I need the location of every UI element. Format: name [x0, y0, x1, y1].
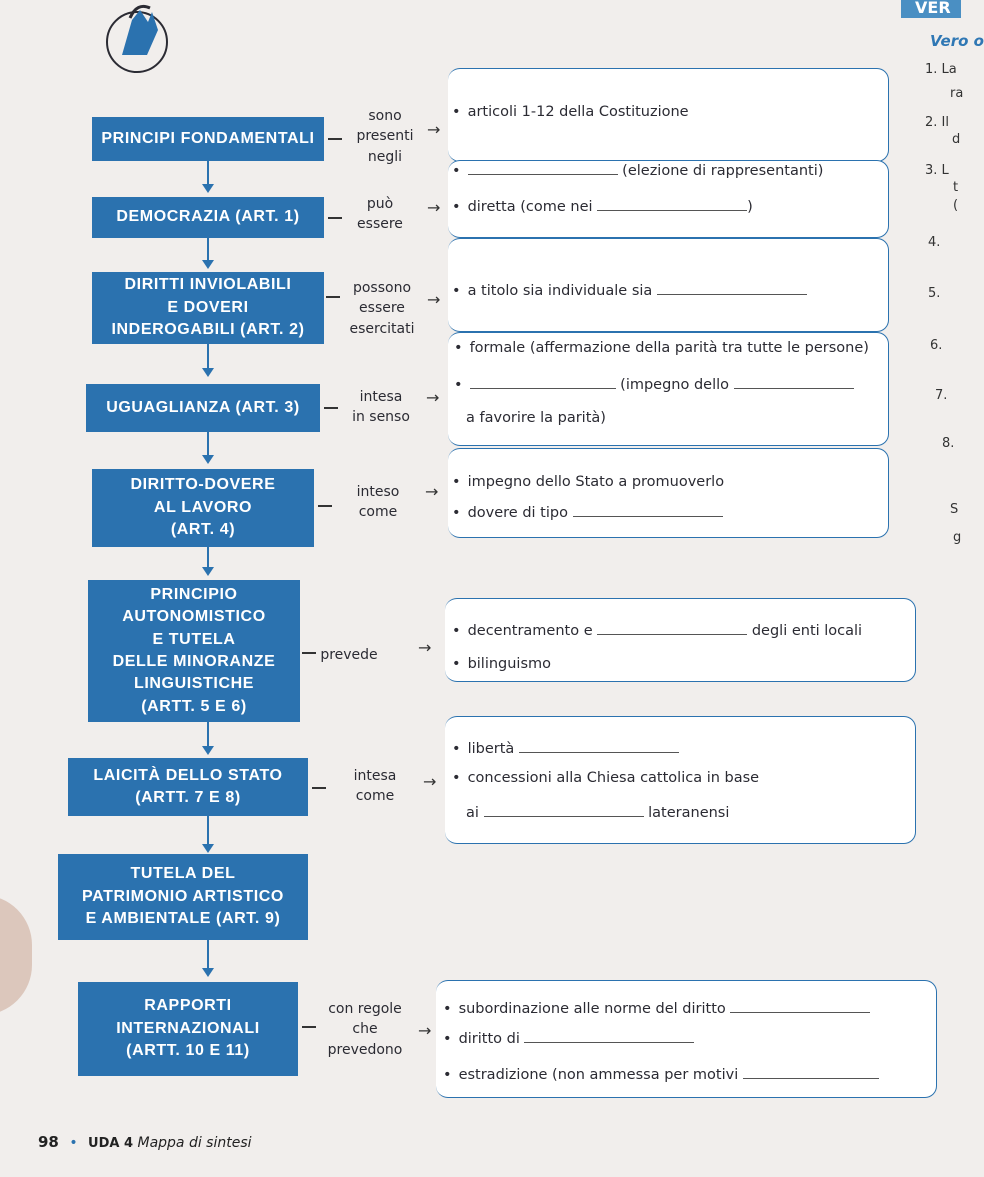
answer-blank[interactable]	[470, 376, 616, 389]
flow-arrowhead	[202, 455, 214, 464]
connector-possono-essere: possono essere esercitati	[349, 280, 415, 337]
flow-arrowhead	[202, 567, 214, 576]
right-arrow-icon: →	[426, 388, 440, 407]
question-4: 4.	[928, 235, 941, 250]
finger-shadow	[0, 895, 32, 1015]
answer-blank[interactable]	[597, 622, 747, 635]
connector-line	[328, 217, 342, 219]
laicita-item-3: ai lateranensi	[466, 805, 730, 821]
lavoro-item-1: • impegno dello Stato a promuoverlo	[452, 474, 724, 490]
connector-intesa-come: intesa come	[353, 768, 397, 805]
right-arrow-icon: →	[427, 198, 441, 217]
democrazia-item-1: • (elezione di rappresentanti)	[452, 162, 823, 179]
right-arrow-icon: →	[425, 482, 439, 501]
question-5: 5.	[928, 286, 941, 301]
section-tab-label: VER	[915, 0, 951, 17]
answer-blank[interactable]	[468, 162, 618, 175]
flow-line	[207, 236, 209, 262]
lavoro-item-2: • dovere di tipo	[452, 504, 723, 521]
question-2-cont: d	[952, 132, 961, 147]
answer-blank[interactable]	[597, 198, 747, 211]
card-lavoro	[448, 448, 889, 538]
connector-line	[324, 407, 338, 409]
flow-line	[207, 720, 209, 748]
principi-item: • articoli 1-12 della Costituzione	[452, 104, 689, 120]
answer-blank[interactable]	[734, 376, 854, 389]
flow-arrowhead	[202, 746, 214, 755]
uguaglianza-item-1: • formale (affermazione della parità tra tutte le persone)	[454, 340, 869, 356]
footer-title: Mappa di sintesi	[137, 1135, 252, 1151]
box-principi-fondamentali: PRINCIPI FONDAMENTALI	[92, 117, 324, 161]
connector-sono-presenti-negli: sono presenti negli	[356, 108, 414, 165]
page-number: 98	[38, 1133, 59, 1151]
flow-arrowhead	[202, 260, 214, 269]
laicita-item-1: • libertà	[452, 740, 679, 757]
answer-blank[interactable]	[730, 1000, 870, 1013]
box-diritti-inviolabili: DIRITTI INVIOLABILI E DOVERI INDEROGABILI (ART. 2)	[92, 272, 324, 344]
question-3: 3. L	[925, 163, 949, 178]
flow-arrowhead	[202, 968, 214, 977]
box-tutela-patrimonio: TUTELA DEL PATRIMONIO ARTISTICO E AMBIENTALE (ART. 9)	[58, 854, 308, 940]
question-3-cont: t	[953, 180, 959, 195]
connector-con-regole-che-prevedono: con regole che prevedono	[327, 1001, 403, 1058]
didattica-inclusiva-logo	[92, 0, 182, 80]
answer-blank[interactable]	[524, 1030, 694, 1043]
diritti-item: • a titolo sia individuale sia	[452, 282, 807, 299]
connector-line	[302, 1026, 316, 1028]
question-1-cont: ra	[950, 86, 964, 101]
uguaglianza-item-2: • (impegno dello	[454, 376, 854, 393]
unit-label: UDA 4	[88, 1136, 134, 1151]
flow-arrowhead	[202, 184, 214, 193]
flow-line	[207, 545, 209, 569]
right-arrow-icon: →	[418, 638, 432, 657]
right-arrow-icon: →	[423, 772, 437, 791]
question-1: 1. La	[925, 62, 957, 77]
connector-inteso-come: inteso come	[356, 484, 400, 521]
connector-line	[328, 138, 342, 140]
flow-line	[207, 816, 209, 845]
connector-line	[312, 787, 326, 789]
question-6: 6.	[930, 338, 943, 353]
section-tab	[901, 0, 961, 18]
rapporti-item-1: • subordinazione alle norme del diritto	[443, 1000, 870, 1017]
connector-intesa-in-senso: intesa in senso	[352, 389, 410, 426]
autonomia-item-1: • decentramento e degli enti locali	[452, 622, 862, 639]
answer-blank[interactable]	[573, 504, 723, 517]
flow-line	[207, 940, 209, 970]
right-arrow-icon: →	[418, 1021, 432, 1040]
question-8-cont: S	[950, 502, 959, 517]
question-7: 7.	[935, 388, 948, 403]
connector-prevede: prevede	[320, 647, 378, 663]
right-arrow-icon: →	[427, 290, 441, 309]
box-principio-autonomistico: PRINCIPIO AUTONOMISTICO E TUTELA DELLE MINORANZE LINGUISTICHE (ARTT. 5 E 6)	[88, 580, 300, 722]
box-democrazia: DEMOCRAZIA (ART. 1)	[92, 197, 324, 238]
answer-blank[interactable]	[743, 1066, 879, 1079]
question-8-cont2: g	[953, 530, 962, 545]
connector-line	[326, 296, 340, 298]
page-footer: 98 • UDA 4 Mappa di sintesi	[38, 1133, 252, 1151]
question-2: 2. Il	[925, 115, 949, 130]
connector-line	[318, 505, 332, 507]
rapporti-item-2: • diritto di	[443, 1030, 694, 1047]
flow-line	[207, 160, 209, 186]
box-rapporti-internazionali: RAPPORTI INTERNAZIONALI (ARTT. 10 E 11)	[78, 982, 298, 1076]
connector-puo-essere: può essere	[357, 196, 403, 233]
answer-blank[interactable]	[657, 282, 807, 295]
exercise-title: Vero o	[930, 32, 984, 50]
answer-blank[interactable]	[519, 740, 679, 753]
flow-line	[207, 343, 209, 370]
laicita-item-2: • concessioni alla Chiesa cattolica in base	[452, 770, 759, 786]
question-8: 8.	[942, 436, 955, 451]
democrazia-item-2: • diretta (come nei )	[452, 198, 753, 215]
question-3-cont2: (	[953, 198, 959, 213]
flow-arrowhead	[202, 844, 214, 853]
uguaglianza-item-3: a favorire la parità)	[466, 410, 606, 426]
right-arrow-icon: →	[427, 120, 441, 139]
box-diritto-dovere-lavoro: DIRITTO-DOVERE AL LAVORO (ART. 4)	[92, 469, 314, 547]
rapporti-item-3: • estradizione (non ammessa per motivi	[443, 1066, 879, 1083]
answer-blank[interactable]	[484, 804, 644, 817]
box-uguaglianza: UGUAGLIANZA (ART. 3)	[86, 384, 320, 432]
flow-line	[207, 432, 209, 456]
flow-arrowhead	[202, 368, 214, 377]
box-laicita-stato: LAICITÀ DELLO STATO (ARTT. 7 E 8)	[68, 758, 308, 816]
autonomia-item-2: • bilinguismo	[452, 656, 551, 672]
